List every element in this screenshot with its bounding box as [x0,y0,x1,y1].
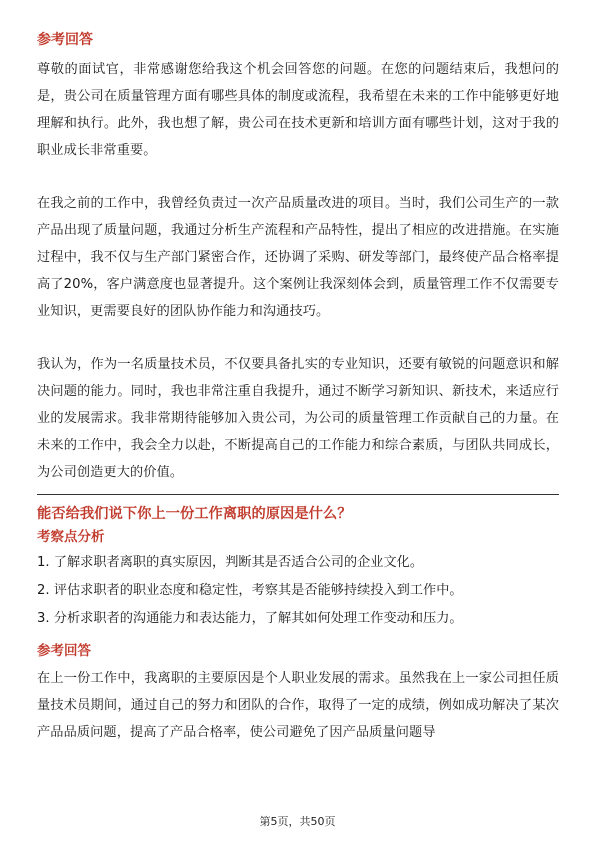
analysis-item: 2. 评估求职者的职业态度和稳定性，考察其是否能够持续投入到工作中。 [37,583,463,598]
page-content [37,30,559,746]
page-number: 第5页，共50页 [259,815,336,828]
analysis-item: 3. 分析求职者的沟通能力和表达能力，了解其如何处理工作变动和压力。 [37,611,463,626]
section-divider [37,494,559,495]
answer-paragraph: 在我之前的工作中，我曾经负责过一次产品质量改进的项目。当时，我们公司生产的一款产品出现了质量问题，我通过分析生产流程和产品特性，提出了相应的改进措施。在实施过程中，我不仅与生产部门紧密合作，还协调了采购、研发等部门，最终使产品合格率提高了20%，客户满意度也显著提升。这个案例让我深刻体会到，质量管理工作不仅需要专业知识，更需要良好的团队协作能力和沟通技巧。 [37,196,559,319]
answer-label: 参考回答 [37,32,93,48]
analysis-item: 1. 了解求职者离职的真实原因，判断其是否适合公司的企业文化。 [37,555,424,570]
question-title: 能否给我们说下你上一份工作离职的原因是什么？ [37,506,352,522]
answer-label: 参考回答 [37,643,91,659]
analysis-label: 考察点分析 [37,529,105,545]
answer-paragraph: 在上一份工作中，我离职的主要原因是个人职业发展的需求。虽然我在上一家公司担任质量技术员期间，通过自己的努力和团队的合作，取得了一定的成绩，例如成功解决了某次产品品质问题，提高了产品合格率，使公司避免了因产品质量问题导 [37,671,559,740]
answer-paragraph: 尊敬的面试官，非常感谢您给我这个机会回答您的问题。在您的问题结束后，我想问的是，贵公司在质量管理方面有哪些具体的制度或流程，我希望在未来的工作中能够更好地理解和执行。此外，我也想了解，贵公司在技术更新和培训方面有哪些计划，这对于我的职业成长非常重要。 [37,62,559,158]
answer-paragraph: 我认为，作为一名质量技术员，不仅要具备扎实的专业知识，还要有敏锐的问题意识和解决问题的能力。同时，我也非常注重自我提升，通过不断学习新知识、新技术，来适应行业的发展需求。我非常期待能够加入贵公司，为公司的质量管理工作贡献自己的力量。在未来的工作中，我会全力以赴，不断提高自己的工作能力和综合素质，与团队共同成长，为公司创造更大的价值。 [37,357,559,480]
